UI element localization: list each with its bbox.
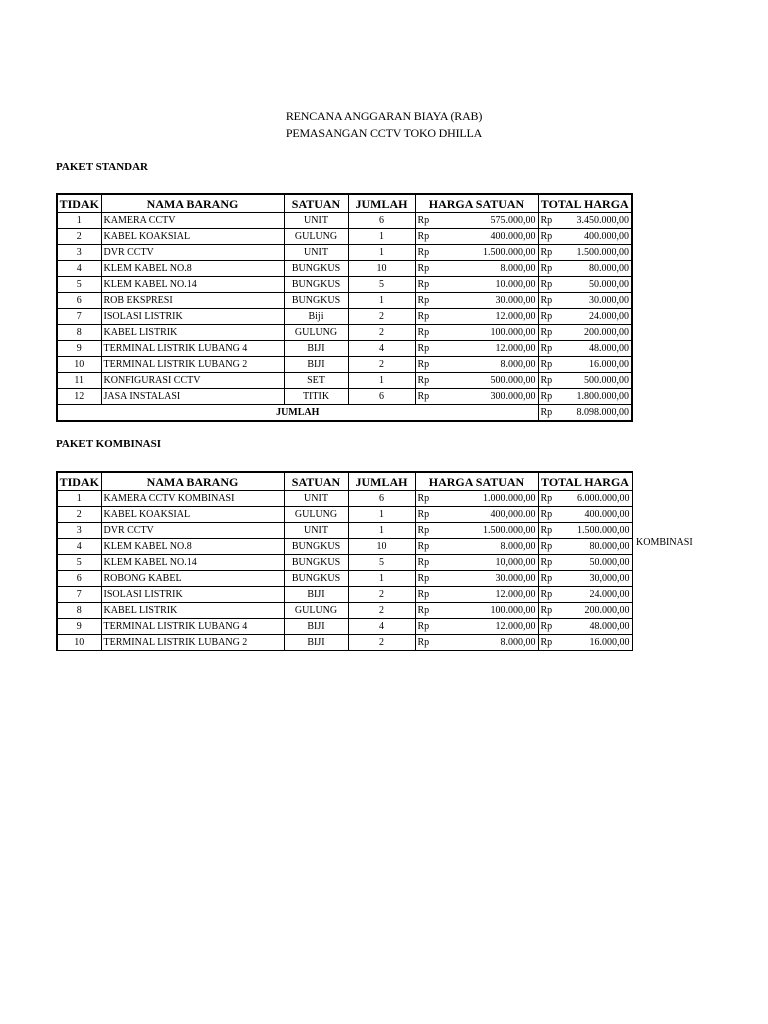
header-no: TIDAK xyxy=(57,472,101,491)
cell-satuan: BIJI xyxy=(284,587,348,603)
cell-satuan: UNIT xyxy=(284,491,348,507)
table-header-row xyxy=(57,472,632,491)
cell-nama-barang: ISOLASI LISTRIK xyxy=(101,587,284,603)
table-row xyxy=(57,389,632,405)
header-harga-satuan: HARGA SATUAN xyxy=(415,472,538,491)
cell-total-harga: 500.000,00 xyxy=(566,373,632,389)
cell-currency: Rp xyxy=(538,229,566,245)
cell-satuan: UNIT xyxy=(284,523,348,539)
cell-jumlah: 2 xyxy=(348,603,415,619)
table-row xyxy=(57,619,632,635)
cell-no: 12 xyxy=(57,389,101,405)
table-row xyxy=(57,523,632,539)
cell-currency: Rp xyxy=(538,619,566,635)
cell-nama-barang: KLEM KABEL NO.14 xyxy=(101,277,284,293)
cell-harga-satuan: 1.000.000,00 xyxy=(445,491,538,507)
cell-currency: Rp xyxy=(538,389,566,405)
table-row xyxy=(57,555,632,571)
cell-jumlah: 1 xyxy=(348,571,415,587)
cell-nama-barang: KONFIGURASI CCTV xyxy=(101,373,284,389)
cell-total-harga: 48.000,00 xyxy=(566,341,632,357)
table-row xyxy=(57,373,632,389)
cell-jumlah: 2 xyxy=(348,587,415,603)
cell-satuan: UNIT xyxy=(284,213,348,229)
cell-nama-barang: ISOLASI LISTRIK xyxy=(101,309,284,325)
cell-jumlah: 1 xyxy=(348,507,415,523)
cell-currency: Rp xyxy=(415,571,445,587)
cell-currency: Rp xyxy=(415,325,445,341)
cell-no: 2 xyxy=(57,229,101,245)
total-label: JUMLAH xyxy=(57,405,538,422)
cell-nama-barang: KAMERA CCTV KOMBINASI xyxy=(101,491,284,507)
table-paket-kombinasi xyxy=(56,471,633,651)
cell-currency: Rp xyxy=(538,213,566,229)
cell-nama-barang: TERMINAL LISTRIK LUBANG 2 xyxy=(101,635,284,651)
cell-jumlah: 2 xyxy=(348,357,415,373)
cell-total-harga: 200.000,00 xyxy=(566,603,632,619)
table-row xyxy=(57,261,632,277)
cell-total-harga: 400.000,00 xyxy=(566,229,632,245)
cell-currency: Rp xyxy=(415,261,445,277)
cell-harga-satuan: 400,000.00 xyxy=(445,507,538,523)
cell-total-harga: 3.450.000,00 xyxy=(566,213,632,229)
cell-jumlah: 10 xyxy=(348,539,415,555)
cell-no: 4 xyxy=(57,261,101,277)
cell-no: 4 xyxy=(57,539,101,555)
cell-nama-barang: KABEL KOAKSIAL xyxy=(101,507,284,523)
cell-harga-satuan: 8.000,00 xyxy=(445,261,538,277)
cell-no: 3 xyxy=(57,245,101,261)
cell-no: 6 xyxy=(57,571,101,587)
cell-jumlah: 6 xyxy=(348,389,415,405)
cell-harga-satuan: 12.000,00 xyxy=(445,341,538,357)
cell-nama-barang: DVR CCTV xyxy=(101,245,284,261)
cell-currency: Rp xyxy=(538,373,566,389)
cell-no: 7 xyxy=(57,309,101,325)
cell-currency: Rp xyxy=(538,309,566,325)
cell-no: 10 xyxy=(57,635,101,651)
cell-harga-satuan: 500.000,00 xyxy=(445,373,538,389)
cell-total-harga: 30.000,00 xyxy=(566,293,632,309)
cell-satuan: GULUNG xyxy=(284,229,348,245)
cell-harga-satuan: 12.000,00 xyxy=(445,309,538,325)
cell-satuan: BUNGKUS xyxy=(284,293,348,309)
cell-currency: Rp xyxy=(538,293,566,309)
cell-currency: Rp xyxy=(415,213,445,229)
total-value: 8.098.000,00 xyxy=(566,405,632,422)
cell-total-harga: 24.000,00 xyxy=(566,309,632,325)
cell-no: 7 xyxy=(57,587,101,603)
cell-currency: Rp xyxy=(415,373,445,389)
cell-jumlah: 2 xyxy=(348,325,415,341)
table-row xyxy=(57,357,632,373)
cell-currency: Rp xyxy=(538,491,566,507)
table-total-row xyxy=(57,405,632,422)
total-currency: Rp xyxy=(538,405,566,422)
cell-harga-satuan: 10.000,00 xyxy=(445,277,538,293)
cell-total-harga: 1.500.000,00 xyxy=(566,245,632,261)
cell-total-harga: 200.000,00 xyxy=(566,325,632,341)
cell-currency: Rp xyxy=(415,555,445,571)
table-row xyxy=(57,341,632,357)
cell-currency: Rp xyxy=(538,245,566,261)
cell-currency: Rp xyxy=(415,507,445,523)
cell-total-harga: 1.500.000,00 xyxy=(566,523,632,539)
cell-nama-barang: KABEL LISTRIK xyxy=(101,603,284,619)
cell-no: 2 xyxy=(57,507,101,523)
cell-total-harga: 30,000,00 xyxy=(566,571,632,587)
cell-currency: Rp xyxy=(538,357,566,373)
table-row xyxy=(57,245,632,261)
cell-nama-barang: KLEM KABEL NO.8 xyxy=(101,261,284,277)
cell-jumlah: 2 xyxy=(348,635,415,651)
cell-nama-barang: KLEM KABEL NO.8 xyxy=(101,539,284,555)
cell-satuan: GULUNG xyxy=(284,603,348,619)
cell-no: 1 xyxy=(57,491,101,507)
cell-harga-satuan: 1.500.000,00 xyxy=(445,523,538,539)
cell-no: 8 xyxy=(57,603,101,619)
cell-harga-satuan: 1.500.000,00 xyxy=(445,245,538,261)
cell-satuan: BIJI xyxy=(284,357,348,373)
cell-no: 8 xyxy=(57,325,101,341)
cell-currency: Rp xyxy=(415,539,445,555)
table-header-row xyxy=(57,194,632,213)
cell-currency: Rp xyxy=(415,603,445,619)
header-total-harga: TOTAL HARGA xyxy=(538,472,632,491)
cell-total-harga: 1.800.000,00 xyxy=(566,389,632,405)
cell-currency: Rp xyxy=(415,619,445,635)
section-label-paket-standar: PAKET STANDAR xyxy=(56,161,148,173)
table-row xyxy=(57,507,632,523)
header-nama-barang: NAMA BARANG xyxy=(101,472,284,491)
cell-jumlah: 5 xyxy=(348,277,415,293)
section-label-paket-kombinasi: PAKET KOMBINASI xyxy=(56,438,162,450)
cell-harga-satuan: 100.000,00 xyxy=(445,325,538,341)
cell-jumlah: 6 xyxy=(348,213,415,229)
cell-currency: Rp xyxy=(538,555,566,571)
header-jumlah: JUMLAH xyxy=(348,472,415,491)
cell-total-harga: 16.000,00 xyxy=(566,635,632,651)
side-note-kombinasi: KOMBINASI xyxy=(636,537,693,548)
table-row xyxy=(57,571,632,587)
cell-harga-satuan: 12.000,00 xyxy=(445,619,538,635)
header-jumlah: JUMLAH xyxy=(348,194,415,213)
cell-jumlah: 4 xyxy=(348,341,415,357)
cell-harga-satuan: 30.000,00 xyxy=(445,293,538,309)
cell-jumlah: 1 xyxy=(348,373,415,389)
cell-no: 6 xyxy=(57,293,101,309)
cell-currency: Rp xyxy=(415,389,445,405)
table-row xyxy=(57,325,632,341)
cell-no: 1 xyxy=(57,213,101,229)
cell-nama-barang: KAMERA CCTV xyxy=(101,213,284,229)
cell-satuan: BIJI xyxy=(284,635,348,651)
cell-harga-satuan: 8.000,00 xyxy=(445,357,538,373)
table-row xyxy=(57,293,632,309)
cell-jumlah: 5 xyxy=(348,555,415,571)
cell-currency: Rp xyxy=(415,635,445,651)
cell-currency: Rp xyxy=(415,523,445,539)
cell-total-harga: 6.000.000,00 xyxy=(566,491,632,507)
cell-currency: Rp xyxy=(415,293,445,309)
cell-harga-satuan: 8.000,00 xyxy=(445,635,538,651)
cell-currency: Rp xyxy=(538,341,566,357)
cell-no: 3 xyxy=(57,523,101,539)
cell-no: 5 xyxy=(57,277,101,293)
cell-jumlah: 1 xyxy=(348,245,415,261)
cell-currency: Rp xyxy=(538,523,566,539)
cell-jumlah: 2 xyxy=(348,309,415,325)
cell-harga-satuan: 30.000,00 xyxy=(445,571,538,587)
cell-harga-satuan: 575.000,00 xyxy=(445,213,538,229)
table-row xyxy=(57,635,632,651)
cell-nama-barang: DVR CCTV xyxy=(101,523,284,539)
header-total-harga: TOTAL HARGA xyxy=(538,194,632,213)
cell-satuan: BUNGKUS xyxy=(284,539,348,555)
cell-currency: Rp xyxy=(415,587,445,603)
cell-jumlah: 1 xyxy=(348,293,415,309)
cell-nama-barang: JASA INSTALASI xyxy=(101,389,284,405)
cell-currency: Rp xyxy=(415,357,445,373)
cell-nama-barang: TERMINAL LISTRIK LUBANG 4 xyxy=(101,619,284,635)
cell-nama-barang: KABEL LISTRIK xyxy=(101,325,284,341)
cell-nama-barang: ROB EKSPRESI xyxy=(101,293,284,309)
cell-satuan: BUNGKUS xyxy=(284,277,348,293)
cell-harga-satuan: 100.000,00 xyxy=(445,603,538,619)
header-nama-barang: NAMA BARANG xyxy=(101,194,284,213)
document-subtitle: PEMASANGAN CCTV TOKO DHILLA xyxy=(285,126,483,140)
cell-currency: Rp xyxy=(538,261,566,277)
cell-currency: Rp xyxy=(538,539,566,555)
cell-currency: Rp xyxy=(538,507,566,523)
cell-currency: Rp xyxy=(538,277,566,293)
cell-currency: Rp xyxy=(415,245,445,261)
cell-satuan: SET xyxy=(284,373,348,389)
cell-harga-satuan: 300.000,00 xyxy=(445,389,538,405)
cell-satuan: BIJI xyxy=(284,341,348,357)
cell-total-harga: 48.000,00 xyxy=(566,619,632,635)
cell-satuan: UNIT xyxy=(284,245,348,261)
cell-nama-barang: TERMINAL LISTRIK LUBANG 4 xyxy=(101,341,284,357)
cell-satuan: GULUNG xyxy=(284,507,348,523)
cell-total-harga: 24.000,00 xyxy=(566,587,632,603)
cell-satuan: BIJI xyxy=(284,619,348,635)
cell-satuan: BUNGKUS xyxy=(284,571,348,587)
cell-total-harga: 80.000,00 xyxy=(566,261,632,277)
cell-no: 5 xyxy=(57,555,101,571)
cell-jumlah: 4 xyxy=(348,619,415,635)
cell-currency: Rp xyxy=(538,603,566,619)
cell-currency: Rp xyxy=(415,277,445,293)
cell-currency: Rp xyxy=(415,491,445,507)
cell-total-harga: 50.000,00 xyxy=(566,277,632,293)
cell-satuan: BUNGKUS xyxy=(284,555,348,571)
cell-currency: Rp xyxy=(538,587,566,603)
header-no: TIDAK xyxy=(57,194,101,213)
table-row xyxy=(57,277,632,293)
cell-nama-barang: KLEM KABEL NO.14 xyxy=(101,555,284,571)
cell-satuan: Biji xyxy=(284,309,348,325)
cell-nama-barang: TERMINAL LISTRIK LUBANG 2 xyxy=(101,357,284,373)
cell-total-harga: 50.000,00 xyxy=(566,555,632,571)
cell-satuan: BUNGKUS xyxy=(284,261,348,277)
cell-satuan: GULUNG xyxy=(284,325,348,341)
header-harga-satuan: HARGA SATUAN xyxy=(415,194,538,213)
cell-currency: Rp xyxy=(415,309,445,325)
table-row xyxy=(57,229,632,245)
cell-total-harga: 16.000,00 xyxy=(566,357,632,373)
cell-currency: Rp xyxy=(415,229,445,245)
cell-total-harga: 400.000,00 xyxy=(566,507,632,523)
cell-no: 9 xyxy=(57,619,101,635)
table-row xyxy=(57,491,632,507)
table-row xyxy=(57,539,632,555)
cell-currency: Rp xyxy=(538,571,566,587)
cell-jumlah: 1 xyxy=(348,523,415,539)
cell-currency: Rp xyxy=(538,635,566,651)
cell-currency: Rp xyxy=(538,325,566,341)
table-row xyxy=(57,213,632,229)
cell-nama-barang: ROBONG KABEL xyxy=(101,571,284,587)
cell-no: 11 xyxy=(57,373,101,389)
table-paket-standar xyxy=(56,193,633,422)
document-title: RENCANA ANGGARAN BIAYA (RAB) xyxy=(285,109,483,123)
cell-no: 9 xyxy=(57,341,101,357)
table-row xyxy=(57,603,632,619)
header-satuan: SATUAN xyxy=(284,472,348,491)
header-satuan: SATUAN xyxy=(284,194,348,213)
cell-harga-satuan: 12.000,00 xyxy=(445,587,538,603)
cell-harga-satuan: 10,000,00 xyxy=(445,555,538,571)
cell-nama-barang: KABEL KOAKSIAL xyxy=(101,229,284,245)
cell-jumlah: 6 xyxy=(348,491,415,507)
cell-jumlah: 10 xyxy=(348,261,415,277)
cell-total-harga: 80.000,00 xyxy=(566,539,632,555)
cell-jumlah: 1 xyxy=(348,229,415,245)
cell-harga-satuan: 8.000,00 xyxy=(445,539,538,555)
table-row xyxy=(57,587,632,603)
cell-no: 10 xyxy=(57,357,101,373)
table-row xyxy=(57,309,632,325)
cell-currency: Rp xyxy=(415,341,445,357)
cell-satuan: TITIK xyxy=(284,389,348,405)
cell-harga-satuan: 400.000,00 xyxy=(445,229,538,245)
